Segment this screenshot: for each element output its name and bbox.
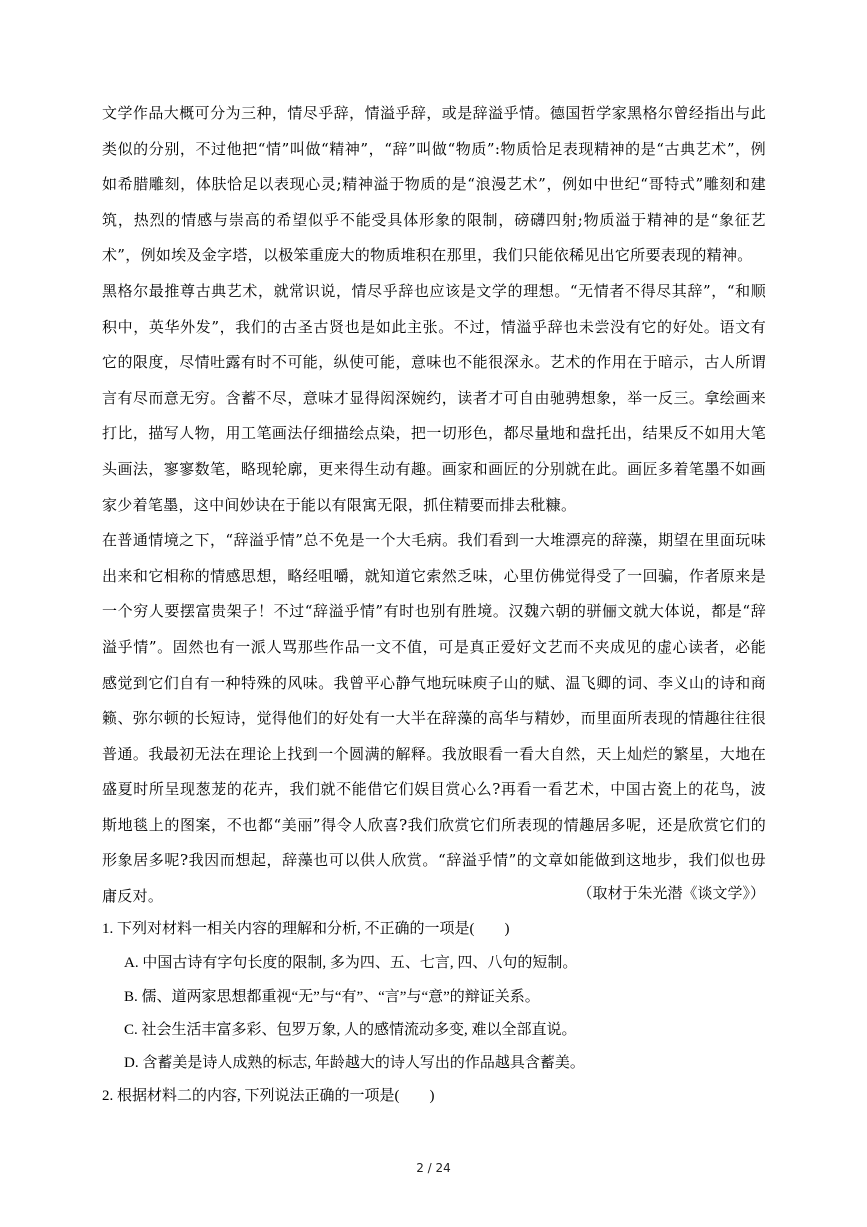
passage-paragraph-1: 文学作品大概可分为三种，情尽乎辞，情溢乎辞，或是辞溢乎情。德国哲学家黑格尔曾经指出与此类似的分别，不过他把“情”叫做“精神”，“辞”叫做“物质”:物质恰足表现精神的是“古典艺术”，例如希腊雕刻，体肤恰足以表现心灵;精神溢于物质的是“浪漫艺术”，例如中世纪“哥特式”雕刻和建筑，热烈的情感与崇高的希望似乎不能受具体形象的限制，磅礴四射;物质溢于精神的是“象征艺术”，例如埃及金字塔，以极笨重庞大的物质堆积在那里，我们只能依稀见出它所要表现的精神。: [102, 104, 766, 265]
question-2-stem: 2. 根据材料二的内容, 下列说法正确的一项是( ): [102, 1088, 435, 1104]
page-number: 2 / 24: [416, 1161, 451, 1175]
question-1-stem: 1. 下列对材料一相关内容的理解和分析, 不正确的一项是( ): [102, 921, 510, 937]
passage-paragraph-2: 黑格尔最推尊古典艺术，就常识说，情尽乎辞也应该是文学的理想。“无情者不得尽其辞”，“和顺积中，英华外发”，我们的古圣古贤也是如此主张。不过，情溢乎辞也未尝没有它的好处。语文有它的限度，尽情吐露有时不可能，纵使可能，意味也不能很深永。艺术的作用在于暗示，古人所谓言有尽而意无穷。含蓄不尽，意味才显得闳深婉约，读者才可自由驰骋想象，举一反三。拿绘画来打比，描写人物，用工笔画法仔细描绘点染，把一切形色，都尽量地和盘托出，结果反不如用大笔头画法，寥寥数笔，略现轮廓，更来得生动有趣。画家和画匠的分别就在此。画匠多着笔墨不如画家少着笔墨，这中间妙诀在于能以有限寓无限，抓住精要而排去秕糠。: [102, 281, 766, 514]
question-1-option-c: C. 社会生活丰富多彩、包罗万象, 人的感情流动多变, 难以全部直说。: [124, 1022, 577, 1038]
question-1-option-a: A. 中国古诗有字句长度的限制, 多为四、五、七言, 四、八句的短制。: [124, 955, 578, 971]
passage-paragraph-3: 在普通情境之下，“辞溢乎情”总不免是一个大毛病。我们看到一大堆漂亮的辞藻，期望在里面玩味出来和它相称的情感思想，略经咀嚼，就知道它索然乏味，心里仿佛觉得受了一回骗，作者原来是一个穷人要摆富贵架子！不过“辞溢乎情”有时也别有胜境。汉魏六朝的骈俪文就大体说，都是“辞溢乎情”。固然也有一派人骂那些作品一文不值，可是真正爱好文艺而不夹成见的虚心读者，必能感觉到它们自有一种特殊的风味。我曾平心静气地玩味庾子山的赋、温飞卿的词、李义山的诗和商籁、弥尔顿的长短诗，觉得他们的好处有一大半在辞藻的高华与精妙，而里面所表现的情趣往往很普通。我最初无法在理论上找到一个圆满的解释。我放眼看一看大自然，天上灿烂的繁星，大地在盛夏时所呈现葱茏的花卉，我们就不能借它们娱目赏心么?再看一看艺术，中国古瓷上的花鸟，波斯地毯上的图案，不也都“美丽”得令人欣喜?我们欣赏它们所表现的情趣居多呢，还是欣赏它们的形象居多呢?我因而想起，辞藻也可以供人欣赏。“辞溢乎情”的文章如能做到这地步，我们似也毋庸反对。: [102, 531, 766, 906]
question-1-option-d: D. 含蓄美是诗人成熟的标志, 年龄越大的诗人写出的作品越具含蓄美。: [124, 1055, 585, 1071]
question-1-option-b: B. 儒、道两家思想都重视“无”与“有”、“言”与“意”的辩证关系。: [124, 989, 540, 1005]
passage-source: （取材于朱光潜《谈文学》）: [577, 884, 765, 902]
reading-passage: [102, 96, 766, 915]
